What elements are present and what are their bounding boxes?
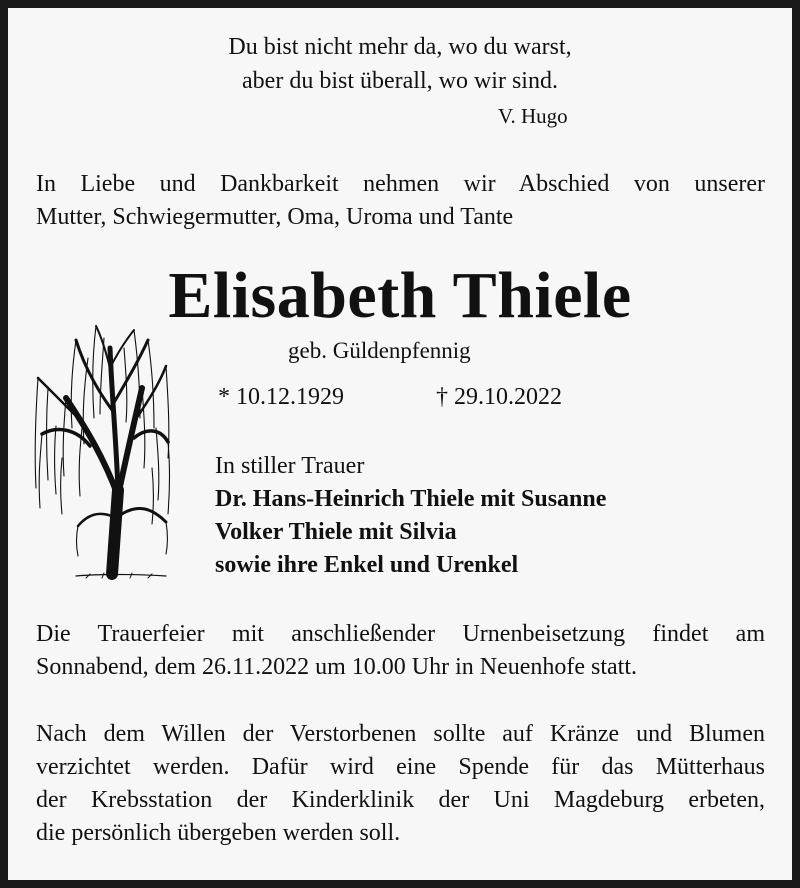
mourner-line-1: Dr. Hans-Heinrich Thiele mit Susanne	[215, 486, 607, 512]
obituary-notice	[8, 8, 792, 880]
quote-line-1: Du bist nicht mehr da, wo du warst,	[228, 34, 572, 60]
death-date: † 29.10.2022	[436, 384, 562, 410]
mourner-line-3: sowie ihre Enkel und Urenkel	[215, 552, 519, 578]
quote-author: V. Hugo	[498, 104, 568, 128]
service-text	[36, 618, 765, 684]
service-line-2: Sonnabend, dem 26.11.2022 um 10.00 Uhr in Neuenhofe statt.	[36, 654, 638, 680]
intro-text	[36, 168, 765, 234]
birth-date: * 10.12.1929	[218, 384, 344, 410]
intro-line-2: Mutter, Schwiegermutter, Oma, Uroma und Tante	[36, 204, 514, 230]
intro-line-1: In Liebe und Dankbarkeit nehmen wir Abschied von unserer	[36, 171, 765, 197]
birth-name: geb. Güldenpfennig	[288, 338, 471, 363]
quote-line-2: aber du bist überall, wo wir sind.	[242, 68, 558, 94]
wish-line-3: der Krebsstation der Kinderklinik der Uni Magdeburg erbeten,	[36, 787, 765, 813]
wish-text	[36, 718, 765, 850]
mourner-line-2: Volker Thiele mit Silvia	[215, 519, 457, 545]
wish-line-2: verzichtet werden. Dafür wird eine Spende für das Mütterhaus	[36, 754, 765, 780]
service-line-1: Die Trauerfeier mit anschließender Urnenbeisetzung findet am	[36, 621, 765, 647]
mourners-block	[215, 450, 606, 582]
wish-line-1: Nach dem Willen der Verstorbenen sollte auf Kränze und Blumen	[36, 721, 765, 747]
wish-line-4: die persönlich übergeben werden soll.	[36, 820, 401, 846]
mourners-heading: In stiller Trauer	[215, 453, 365, 479]
weeping-willow-tree-icon	[26, 318, 176, 580]
deceased-name: Elisabeth Thiele	[168, 259, 632, 332]
